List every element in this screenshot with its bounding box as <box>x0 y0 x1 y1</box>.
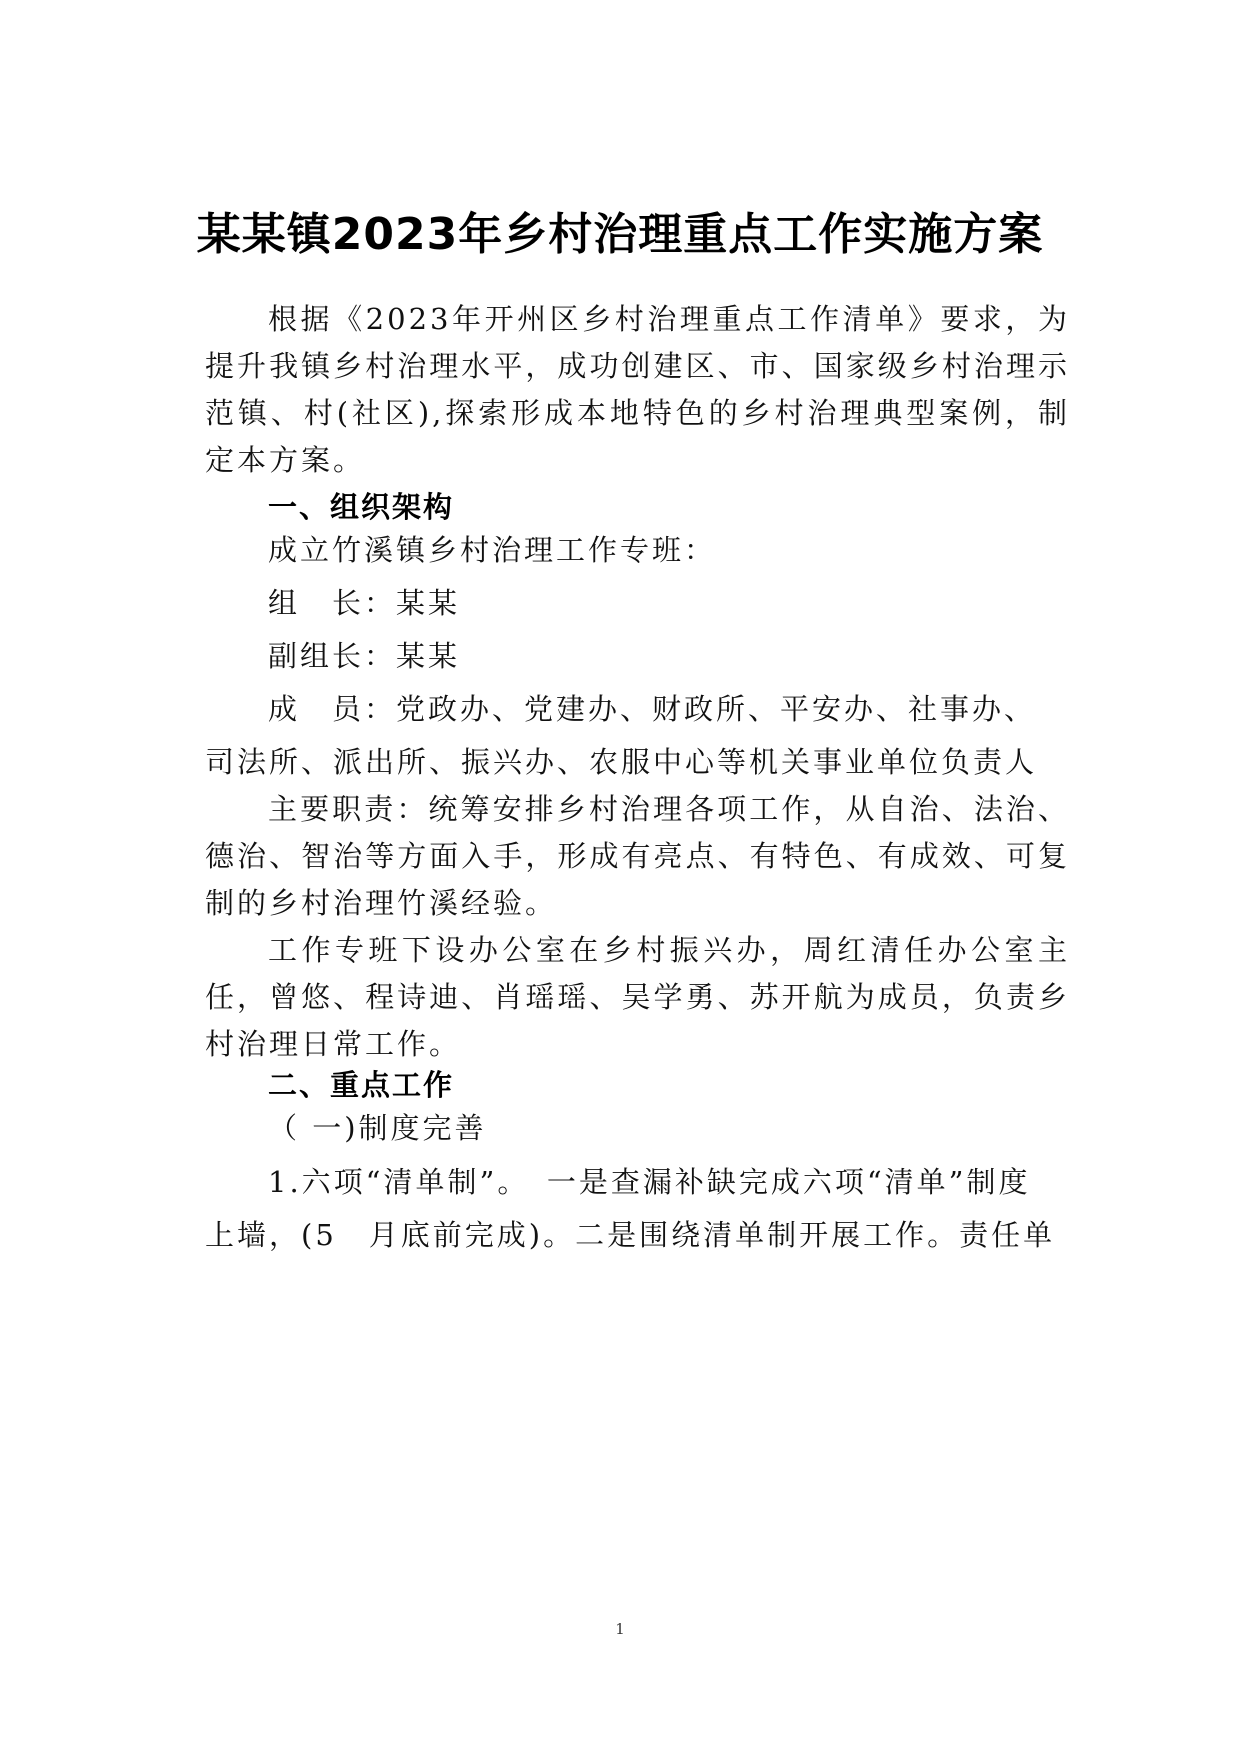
item-1-line-2: 上墙，(5 月底前完成)。二是围绕清单制开展工作。责任单 <box>205 1218 1056 1252</box>
intro-paragraph-block <box>205 296 1070 484</box>
item-1-line-1: 1.六项“清单制”。 一是查漏补缺完成六项“清单”制度 <box>268 1165 1031 1199</box>
duties-paragraph: 主要职责：统筹安排乡村治理各项工作，从自治、法治、德治、智治等方面入手，形成有亮点、有特色、有成效、可复制的乡村治理竹溪经验。 <box>205 792 1070 920</box>
section-heading-key-work: 二、重点工作 <box>268 1068 455 1102</box>
page-number: 1 <box>615 1620 625 1638</box>
task-force-intro: 成立竹溪镇乡村治理工作专班： <box>268 533 717 567</box>
intro-paragraph: 根据《2023年开州区乡村治理重点工作清单》要求，为提升我镇乡村治理水平，成功创建区、市、国家级乡村治理示范镇、村(社区),探索形成本地特色的乡村治理典型案例，制定本方案。 <box>205 302 1070 477</box>
office-paragraph-block <box>205 927 1070 1068</box>
leader-line: 组 长：某某 <box>268 586 461 620</box>
members-line-2: 司法所、派出所、振兴办、农服中心等机关事业单位负责人 <box>205 745 1038 779</box>
deputy-leader-line: 副组长：某某 <box>268 639 461 673</box>
document-title: 某某镇2023年乡村治理重点工作实施方案 <box>196 209 1044 260</box>
duties-paragraph-block <box>205 786 1070 927</box>
subsection-heading-system: （ 一)制度完善 <box>268 1111 487 1145</box>
section-heading-organization: 一、组织架构 <box>268 490 455 524</box>
office-paragraph: 工作专班下设办公室在乡村振兴办，周红清任办公室主任，曾悠、程诗迪、肖瑶瑶、吴学勇、苏开航为成员，负责乡村治理日常工作。 <box>205 933 1070 1061</box>
members-line-1: 成 员：党政办、党建办、财政所、平安办、社事办、 <box>268 692 1037 726</box>
